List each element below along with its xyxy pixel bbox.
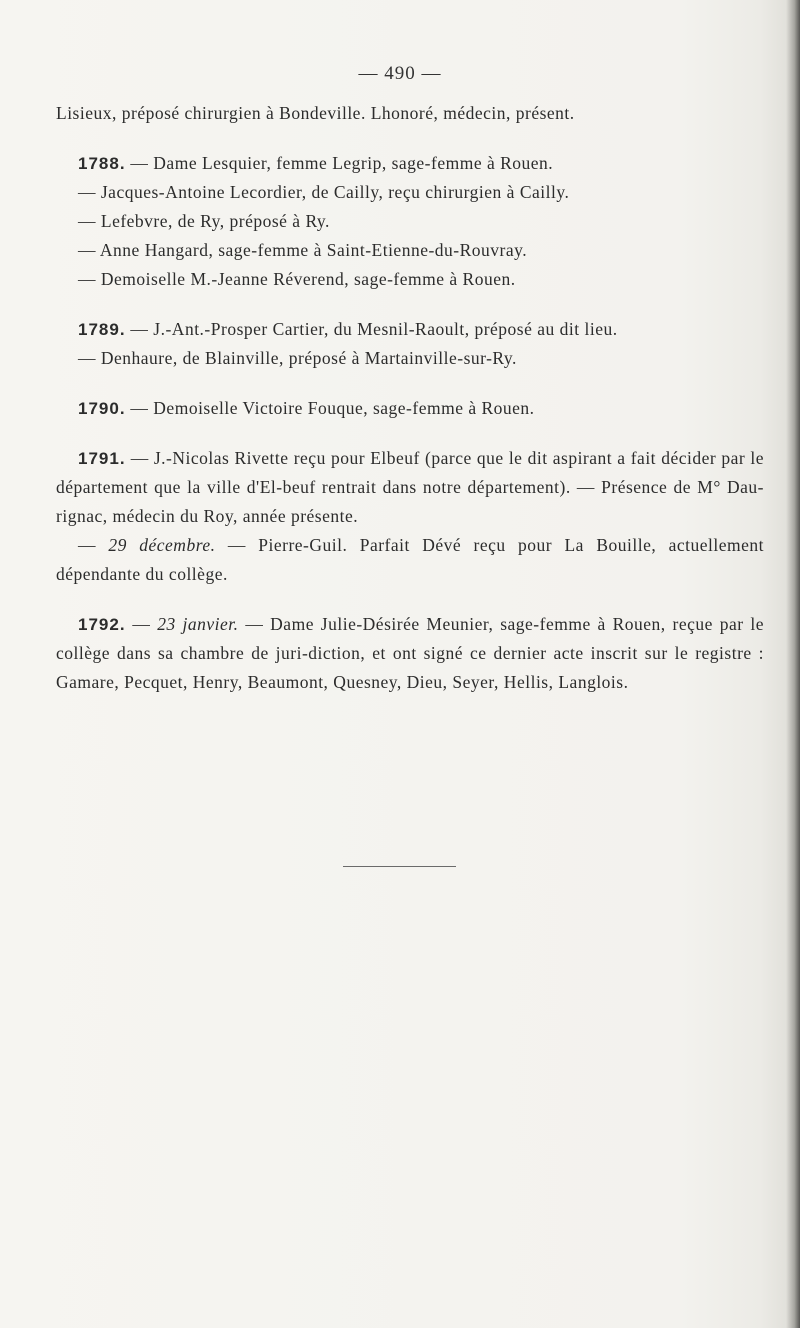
page-number: — 490 —: [358, 63, 442, 84]
separator: —: [125, 448, 154, 468]
paragraph-entry: [56, 207, 764, 236]
date-italic: 29 décembre.: [108, 535, 216, 555]
separator: —: [125, 319, 154, 339]
paragraph-text: — Anne Hangard, sage-femme à Saint-Etienne-du-Rouvray.: [78, 240, 528, 260]
end-rule: [343, 866, 456, 867]
paragraph-entry: [56, 178, 764, 207]
year-heading: 1791.: [78, 449, 126, 468]
paragraph-1791: [56, 444, 764, 531]
date-italic: 23 janvier.: [157, 614, 239, 634]
paragraph-1790: [56, 394, 764, 423]
paragraph-entry: [56, 344, 764, 373]
separator: —: [125, 614, 158, 634]
paragraph-text: Demoiselle Victoire Fouque, sage-femme à Rouen.: [153, 398, 535, 418]
paragraph-text: — Jacques-Antoine Lecordier, de Cailly, reçu chirurgien à Cailly.: [78, 182, 570, 202]
paragraph-entry: [56, 531, 764, 589]
paragraph-1792: [56, 610, 764, 697]
dash: —: [78, 535, 109, 555]
paragraph-entry: [56, 236, 764, 265]
separator: —: [125, 153, 154, 173]
paragraph-text: — Lefebvre, de Ry, préposé à Ry.: [78, 211, 330, 231]
paragraph-1789: [56, 315, 764, 344]
paragraph-text: J.-Ant.-Prosper Cartier, du Mesnil-Raoult, préposé au dit lieu.: [153, 319, 618, 339]
paragraph-text: J.-Nicolas Rivette reçu pour Elbeuf (parce que le dit aspirant a fait décider par le département que la ville d'El-beuf rentrait dans notre département). — Présence de M° Dau-rignac, médecin du Roy, année présente.: [56, 448, 764, 526]
year-heading: 1789.: [78, 320, 126, 339]
paragraph-continuation: [56, 99, 764, 128]
paragraph-text: Lisieux, préposé chirurgien à Bondeville. Lhonoré, médecin, présent.: [56, 103, 575, 123]
year-heading: 1790.: [78, 399, 126, 418]
paragraph-text: — Dame Julie-Désirée Meunier, sage-femme à Rouen, reçue par le collège dans sa chambre de juri-diction, et ont signé ce dernier acte inscrit sur le registre : Gamare, Pecquet, Henry, Beaumont, Quesney, Dieu, Seyer, Hellis, Langlois.: [56, 614, 764, 692]
year-heading: 1788.: [78, 154, 126, 173]
paragraph-text: — Denhaure, de Blainville, préposé à Martainville-sur-Ry.: [78, 348, 517, 368]
paragraph-text: Dame Lesquier, femme Legrip, sage-femme à Rouen.: [153, 153, 554, 173]
page-binding-shadow: [786, 0, 800, 1328]
paragraph-text: — Pierre-Guil. Parfait Dévé reçu pour La Bouille, actuellement dépendante du collège.: [56, 535, 764, 584]
paragraph-1788: [56, 149, 764, 178]
body-text: [56, 99, 764, 697]
paragraph-text: — Demoiselle M.-Jeanne Réverend, sage-femme à Rouen.: [78, 269, 516, 289]
year-heading: 1792.: [78, 615, 126, 634]
separator: —: [125, 398, 154, 418]
paragraph-entry: [56, 265, 764, 294]
